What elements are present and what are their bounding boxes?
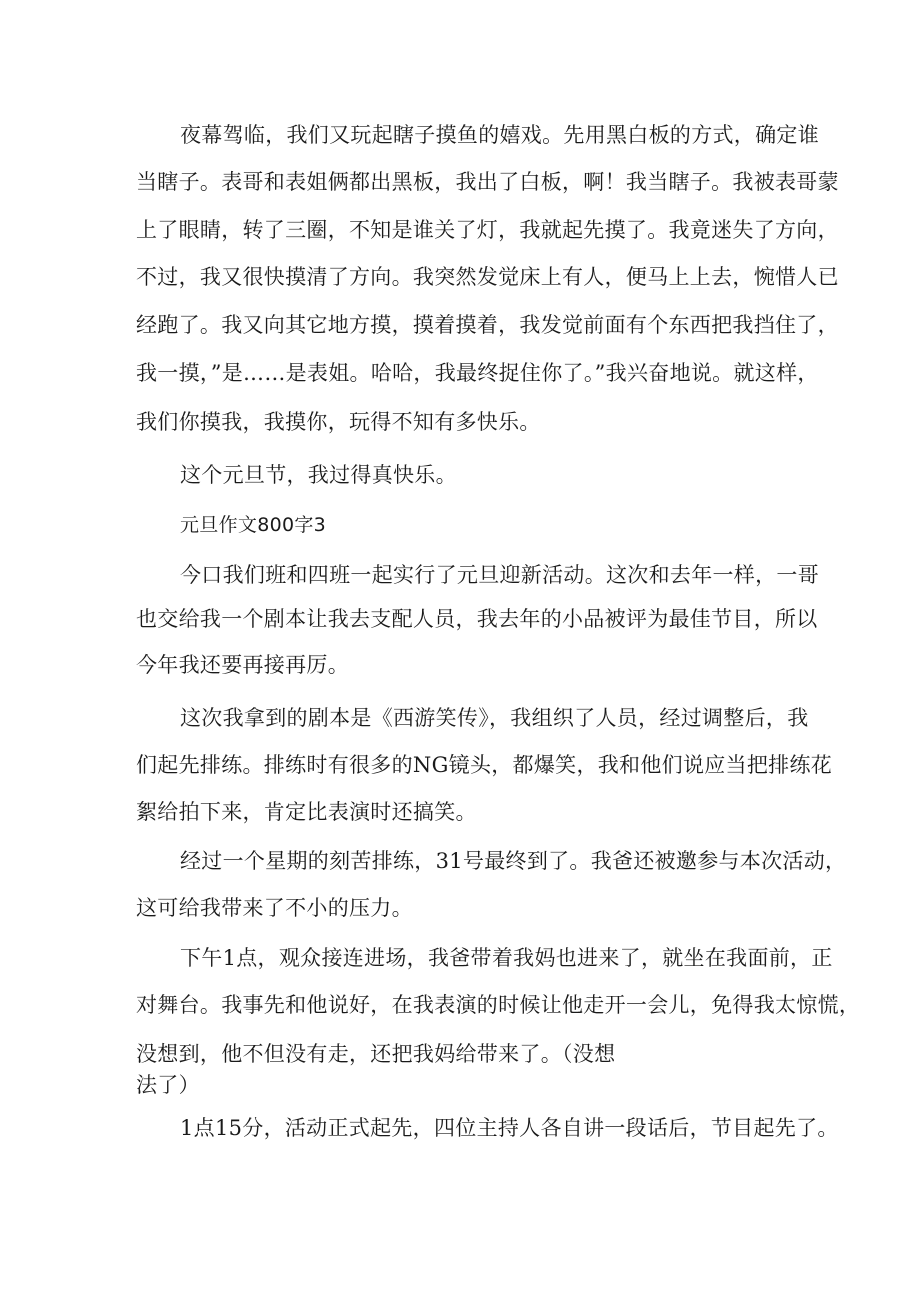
paragraph-line: 经跑了。我又向其它地方摸，摸着摸着，我发觉前面有个东西把我挡住了，	[136, 313, 839, 337]
paragraph-line: 对舞台。我事先和他说好，在我表演的时候让他走开一会儿，免得我太惊慌，	[136, 993, 861, 1017]
paragraph-line: 经过一个星期的刻苦排练，31号最终到了。我爸还被邀参与本次活动，	[180, 849, 847, 873]
paragraph-line: 今口我们班和四班一起实行了元旦迎新活动。这次和去年一样，一哥	[180, 563, 819, 587]
paragraph-line: 不过，我又很快摸清了方向。我突然发觉床上有人，便马上上去，惋惜人已	[136, 265, 839, 289]
paragraph-line: 这次我拿到的剧本是《西游笑传》，我组织了人员，经过调整后，我	[180, 706, 809, 730]
paragraph-line: 没想到，他不但没有走，还把我妈给带来了。（没想	[136, 1042, 616, 1066]
paragraph-line: 这个元旦节，我过得真快乐。	[180, 463, 457, 487]
section-heading: 元旦作文800字3	[180, 514, 327, 536]
paragraph-line: 今年我还要再接再厉。	[136, 653, 349, 677]
paragraph-line: 下午1点，观众接连进场，我爸带着我妈也进来了，就坐在我面前，正	[180, 946, 833, 970]
paragraph-line: 1点15分，活动正式起先，四位主持人各自讲一段话后，节目起先了。	[180, 1116, 839, 1140]
paragraph-line: 法了）	[136, 1073, 200, 1097]
paragraph-line: 絮给拍下来，肯定比表演时还搞笑。	[136, 800, 477, 824]
paragraph-line: 我一摸，”是……是表姐。哈哈，我最终捉住你了。”我兴奋地说。就这样，	[136, 361, 819, 385]
paragraph-line: 也交给我一个剧本让我去支配人员，我去年的小品被评为最佳节目，所以	[136, 607, 818, 631]
paragraph-line: 上了眼睛，转了三圈，不知是谁关了灯，我就起先摸了。我竟迷失了方向，	[136, 218, 839, 242]
paragraph-line: 这可给我带来了不小的压力。	[136, 896, 413, 920]
paragraph-line: 当瞎子。表哥和表姐俩都出黑板，我出了白板，啊！我当瞎子。我被表哥蒙	[136, 170, 839, 194]
paragraph-line: 们起先排练。排练时有很多的NG镜头，都爆笑，我和他们说应当把排练花	[136, 753, 833, 777]
paragraph-line: 我们你摸我，我摸你，玩得不知有多快乐。	[136, 410, 541, 434]
paragraph-line: 夜幕驾临，我们又玩起瞎子摸鱼的嬉戏。先用黑白板的方式，确定谁	[180, 123, 819, 147]
